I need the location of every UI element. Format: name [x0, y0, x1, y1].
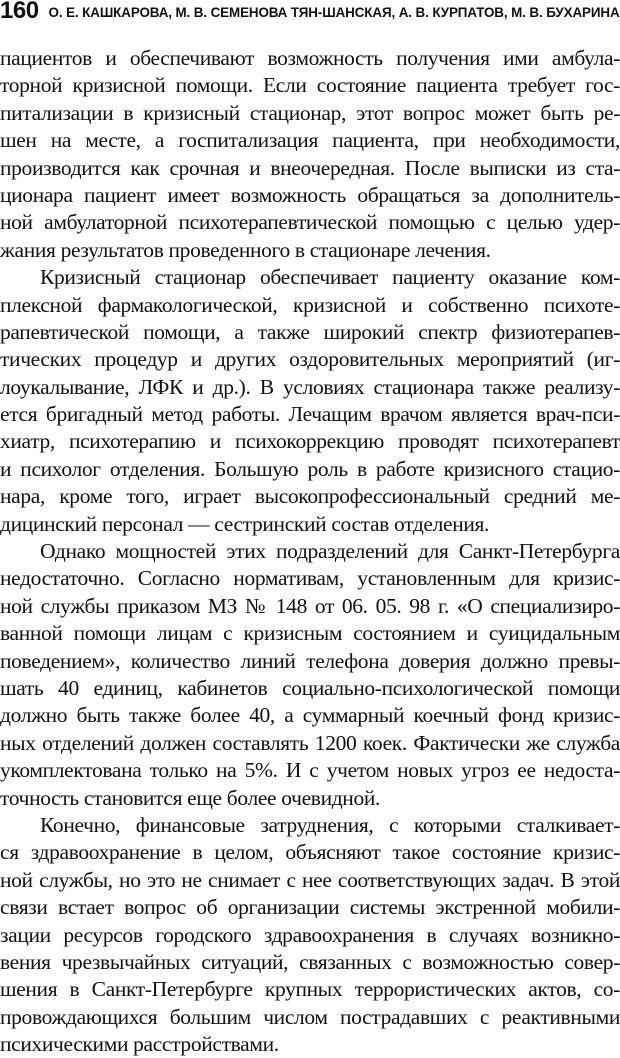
text-line: ной службы, но это не снимает с нее соответствующих задач. В этой: [0, 867, 620, 892]
body-text: [0, 45, 620, 1058]
text-line: ной службы приказом МЗ № 148 от 06. 05. 98 г. «О специализиро-: [0, 593, 620, 618]
text-line: шен на месте, а госпитализация пациента, при необходимости,: [0, 128, 620, 153]
authors-header: О. Е. КАШКАРОВА, М. В. СЕМЕНОВА ТЯН-ШАНСКАЯ, А. В. КУРПАТОВ, М. В. БУХАРИНА: [48, 5, 620, 20]
text-line: торной кризисной помощи. Если состояние пациента требует гос-: [0, 73, 620, 98]
text-line: ся здравоохранение в целом, объясняют такое состояние кризис-: [0, 840, 620, 865]
text-line: поведением», количество линий телефона доверия должно превы-: [0, 648, 620, 673]
text-line: ных отделений должен составлять 1200 коек. Фактически же служба: [0, 730, 620, 755]
text-line: рапевтической помощи, а также широкий спектр физиотерапев-: [0, 319, 620, 344]
text-line: точность становится еще более очевидной.: [0, 785, 381, 810]
text-line: психическими расстройствами.: [0, 1032, 279, 1057]
text-line: связи встает вопрос об организации системы экстренной мобили-: [0, 895, 620, 920]
text-line: хиатр, психотерапию и психокоррекцию проводят психотерапевт: [0, 429, 620, 454]
text-line: зации ресурсов городского здравоохранения в случаях возникно-: [0, 922, 620, 947]
text-line: Кризисный стационар обеспечивает пациенту оказание ком-: [40, 265, 620, 290]
text-line: пациентов и обеспечивают возможность получения ими амбула-: [0, 46, 620, 70]
text-line: нара, кроме того, играет высокопрофессиональный средний ме-: [0, 484, 620, 509]
text-line: дицинский персонал — сестринский состав отделения.: [0, 511, 490, 536]
text-line: укомплектована только на 5%. И с учетом новых угроз ее недоста-: [0, 758, 620, 783]
text-line: Конечно, финансовые затруднения, с которыми сталкивает-: [40, 812, 620, 837]
text-line: лоукалывание, ЛФК и др.). В условиях стационара также реализу-: [0, 374, 620, 399]
text-line: ционара пациент имеет возможность обращаться за дополнитель-: [0, 182, 620, 207]
text-line: и психолог отделения. Большую роль в работе кризисного стацио-: [0, 456, 620, 481]
text-line: ется бригадный метод работы. Лечащим врачом является врач-пси-: [0, 402, 620, 427]
text-line: питализации в кризисный стационар, этот вопрос может быть ре-: [0, 100, 620, 125]
running-header: [0, 0, 620, 30]
text-line: ванной помощи лицам с кризисным состоянием и суицидальным: [0, 621, 620, 646]
text-line: ной амбулаторной психотерапевтической помощью с целью удер-: [0, 210, 620, 235]
text-line: вения чрезвычайных ситуаций, связанных с возможностью совер-: [0, 949, 620, 974]
text-line: тических процедур и других оздоровительных мероприятий (иг-: [0, 347, 620, 372]
text-line: шения в Санкт-Петербурге крупных террористических актов, со-: [0, 977, 620, 1002]
text-line: должно быть также более 40, а суммарный коечный фонд кризис-: [0, 703, 620, 728]
page-number: 160: [0, 0, 39, 24]
text-line: шать 40 единиц, кабинетов социально-психологической помощи: [0, 675, 620, 700]
text-line: плексной фармакологической, кризисной и собственно психоте-: [0, 292, 620, 317]
text-line: провождающихся большим числом пострадавших с реактивными: [0, 1004, 620, 1029]
text-line: жания результатов проведенного в стационаре лечения.: [0, 237, 491, 262]
text-line: недостаточно. Согласно нормативам, установленным для кризис-: [0, 566, 620, 591]
text-line: производится как срочная и внеочередная. После выписки из ста-: [0, 155, 620, 180]
text-line: Однако мощностей этих подразделений для Санкт-Петербурга: [40, 539, 620, 564]
